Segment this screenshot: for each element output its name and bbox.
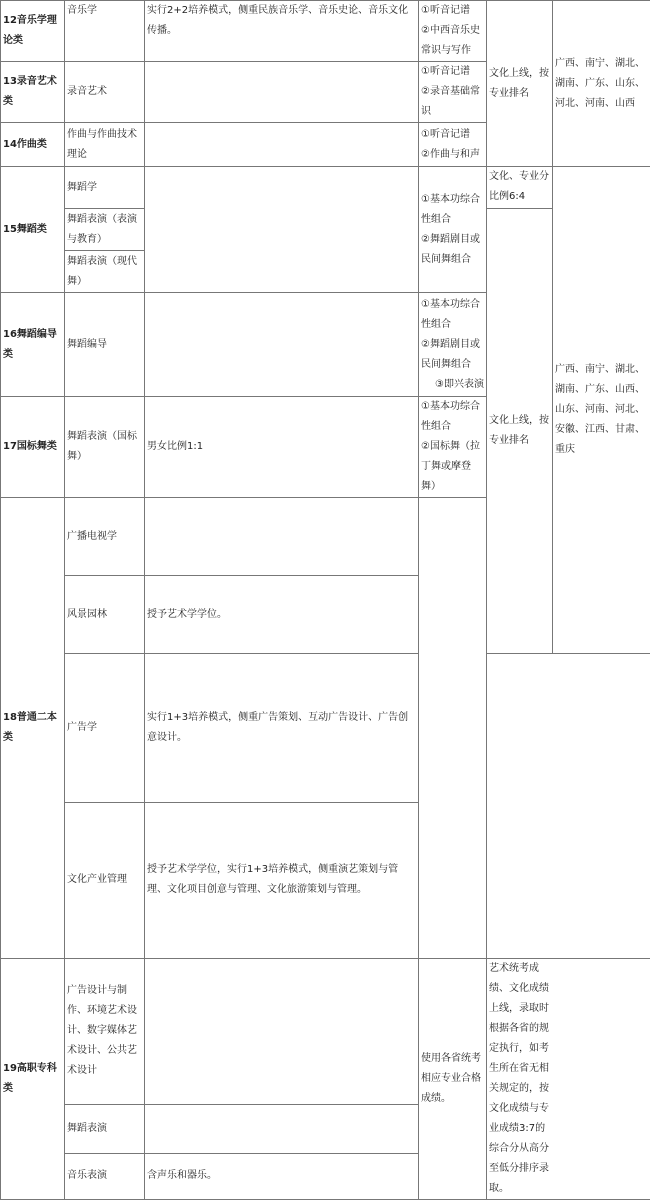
major-cell: 舞蹈表演（现代舞） <box>65 251 145 293</box>
major-cell: 录音艺术 <box>65 62 145 123</box>
admission-cell: 文化、专业分比例6:4 <box>487 167 553 209</box>
note-cell <box>145 959 419 1105</box>
table-row <box>1 167 650 209</box>
note-cell: 实行2+2培养模式，侧重民族音乐学、音乐史论、音乐文化传播。 <box>145 1 419 62</box>
exam-item: ①听音记谱 <box>421 1 484 21</box>
admission-cell <box>487 959 650 1200</box>
major-cell: 音乐表演 <box>65 1153 145 1199</box>
note-cell <box>145 498 419 576</box>
regions-cell: 广西、南宁、湖北、湖南、广东、山西、山东、河南、河北、安徽、江西、甘肃、重庆 <box>553 167 650 654</box>
exam-item: ①基本功综合性组合 <box>421 295 484 335</box>
exam-cell <box>419 1 487 62</box>
exam-cell <box>419 498 487 959</box>
major-cell: 风景园林 <box>65 576 145 654</box>
exam-cell <box>419 293 487 397</box>
major-cell: 舞蹈表演（表演与教育） <box>65 209 145 251</box>
exam-cell <box>419 167 487 293</box>
exam-item: ②录音基础常识 <box>421 82 484 122</box>
major-cell: 文化产业管理 <box>65 802 145 958</box>
exam-item: ①基本功综合性组合 <box>421 397 484 437</box>
note-cell: 男女比例1:1 <box>145 397 419 498</box>
note-cell: 授予艺术学学位。 <box>145 576 419 654</box>
exam-item: ②舞蹈剧目或民间舞组合 <box>421 230 484 270</box>
note-cell <box>145 62 419 123</box>
exam-cell: 使用各省统考相应专业合格成绩。 <box>419 959 487 1200</box>
exam-item: ②作曲与和声 <box>421 145 484 165</box>
exam-item: ②国标舞（拉丁舞或摩登舞） <box>421 437 484 497</box>
major-cell: 舞蹈编导 <box>65 293 145 397</box>
major-cell: 舞蹈表演（国标舞） <box>65 397 145 498</box>
table-row <box>1 654 650 803</box>
admission-cell: 文化上线，按专业排名 <box>487 209 553 654</box>
major-cell: 舞蹈学 <box>65 167 145 209</box>
note-cell <box>145 167 419 293</box>
category-cell: 14作曲类 <box>1 123 65 167</box>
exam-item: ②舞蹈剧目或民间舞组合 <box>421 335 484 375</box>
admission-cell: 文化上线，按专业排名 <box>487 1 553 167</box>
category-cell: 17国标舞类 <box>1 397 65 498</box>
table-row <box>1 802 650 958</box>
category-cell: 19高职专科类 <box>1 959 65 1200</box>
category-cell: 15舞蹈类 <box>1 167 65 293</box>
exam-item: ③即兴表演 <box>421 375 484 395</box>
regions-cell: 广西、南宁、湖北、湖南、广东、山东、河北、河南、山西 <box>553 1 650 167</box>
note-cell <box>145 123 419 167</box>
major-cell: 广告学 <box>65 654 145 803</box>
category-cell: 12音乐学理论类 <box>1 1 65 62</box>
exam-item: ①听音记谱 <box>421 125 484 145</box>
major-cell: 舞蹈表演 <box>65 1104 145 1153</box>
table-row <box>1 1 650 62</box>
note-cell <box>145 293 419 397</box>
category-cell: 13录音艺术类 <box>1 62 65 123</box>
note-cell: 含声乐和器乐。 <box>145 1153 419 1199</box>
table-row <box>1 959 650 1105</box>
exam-cell <box>419 397 487 498</box>
note-cell: 实行1+3培养模式，侧重广告策划、互动广告设计、广告创意设计。 <box>145 654 419 803</box>
major-cell: 广播电视学 <box>65 498 145 576</box>
exam-item: ①基本功综合性组合 <box>421 190 484 230</box>
exam-cell <box>419 62 487 123</box>
admission-text: 艺术统考成绩、文化成绩上线，录取时根据各省的规定执行，如考生所在省无相关规定的，按文化成绩与专业成绩3:7的综合分从高分至低分排序录取。 <box>489 959 551 1199</box>
major-cell: 音乐学 <box>65 1 145 62</box>
category-cell: 18普通二本类 <box>1 498 65 959</box>
major-cell: 作曲与作曲技术理论 <box>65 123 145 167</box>
category-cell: 16舞蹈编导类 <box>1 293 65 397</box>
exam-cell <box>419 123 487 167</box>
exam-item: ②中西音乐史常识与写作 <box>421 21 484 61</box>
note-cell: 授予艺术学学位，实行1+3培养模式，侧重演艺策划与管理、文化项目创意与管理、文化旅游策划与管理。 <box>145 802 419 958</box>
exam-item: ①听音记谱 <box>421 62 484 82</box>
note-cell <box>145 1104 419 1153</box>
major-cell: 广告设计与制作、环境艺术设计、数字媒体艺术设计、公共艺术设计 <box>65 959 145 1105</box>
